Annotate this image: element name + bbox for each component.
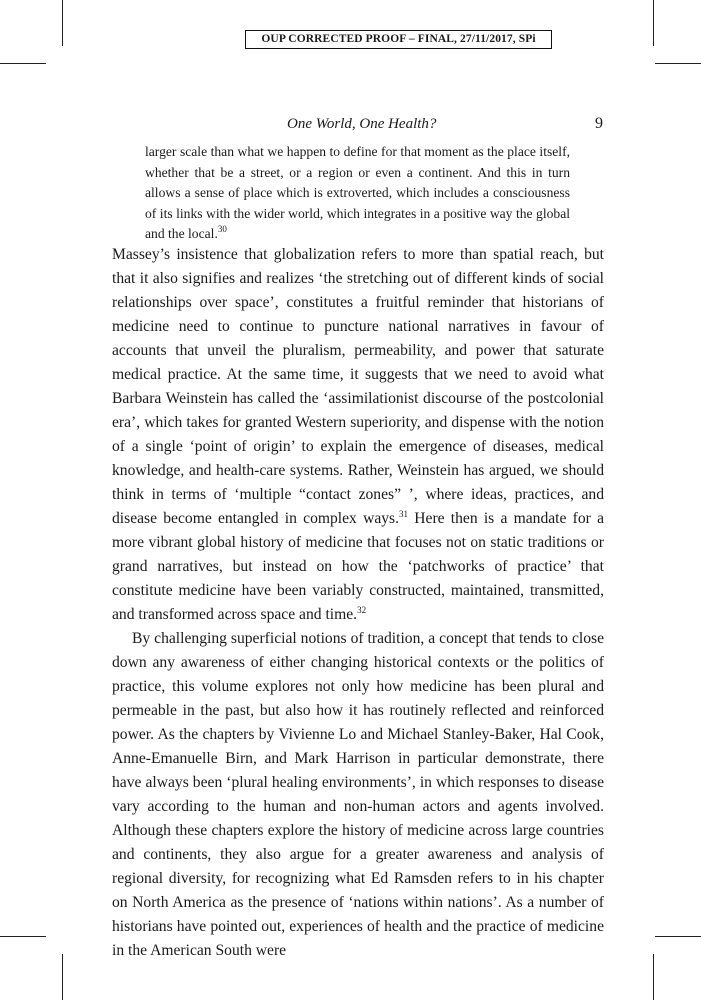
crop-mark-top-right-vertical — [653, 0, 654, 46]
footnote-ref: 30 — [217, 224, 227, 234]
block-quote-text: larger scale than what we happen to define for that moment as the place itself, whether that be a street, or a region or even a continent. And this in turn allows a sense of place which is extroverted, which includes a consciousness of its links with the wider world, which integrates in a positive way the global and the local. — [145, 144, 570, 241]
footnote-ref: 32 — [357, 605, 367, 615]
paragraph-text: Here then is a mandate for a more vibrant global history of medicine that focuses not on static traditions or grand narratives, but instead on how the ‘patchworks of practice’ that constitute medicine have been variably constructed, maintained, transmitted, and transformed across space and time. — [112, 510, 604, 623]
body-text — [112, 243, 604, 963]
block-quote — [145, 142, 570, 245]
crop-mark-bottom-right-vertical — [653, 954, 654, 1000]
running-head: One World, One Health? — [287, 116, 437, 132]
paragraph — [112, 243, 604, 627]
crop-mark-bottom-left-horizontal — [0, 936, 46, 937]
page-number: 9 — [595, 115, 603, 132]
paragraph-text: Massey’s insistence that globalization refers to more than spatial reach, but that it also signifies and realizes ‘the stretching out of different kinds of social relationships over space’, constitutes a fruitful reminder that historians of medicine need to continue to puncture national narratives in favour of accounts that unveil the pluralism, permeability, and power that saturate medical practice. At the same time, it suggests that we need to avoid what Barbara Weinstein has called the ‘assimilationist discourse of the postcolonial era’, which takes for granted Western superiority, and dispense with the notion of a single ‘point of origin’ to explain the emergence of diseases, medical knowledge, and health-care systems. Rather, Weinstein has argued, we should think in terms of ‘multiple “contact zones” ’, where ideas, practices, and disease become entangled in complex ways. — [112, 246, 604, 527]
crop-mark-top-right-horizontal — [655, 63, 701, 64]
crop-mark-bottom-left-vertical — [62, 954, 63, 1000]
footnote-ref: 31 — [399, 509, 409, 519]
crop-mark-top-left-horizontal — [0, 63, 46, 64]
crop-mark-top-left-vertical — [62, 0, 63, 46]
crop-mark-bottom-right-horizontal — [655, 936, 701, 937]
proof-banner: OUP CORRECTED PROOF – FINAL, 27/11/2017, SPi — [245, 30, 552, 49]
paragraph: By challenging superficial notions of tradition, a concept that tends to close down any awareness of either changing historical contexts or the politics of practice, this volume explores not only how medicine has been plural and permeable in the past, but also how it has routinely reflected and reinforced power. As the chapters by Vivienne Lo and Michael Stanley-Baker, Hal Cook, Anne-Emanuelle Birn, and Mark Harrison in particular demonstrate, there have always been ‘plural healing environments’, in which responses to disease vary according to the human and non-human actors and agents involved. Although these chapters explore the history of medicine across large countries and continents, they also argue for a greater awareness and analysis of regional diversity, for recognizing what Ed Ramsden refers to in his chapter on North America as the presence of ‘nations within nations’. As a number of historians have pointed out, experiences of health and the practice of medicine in the American South were — [112, 630, 604, 959]
